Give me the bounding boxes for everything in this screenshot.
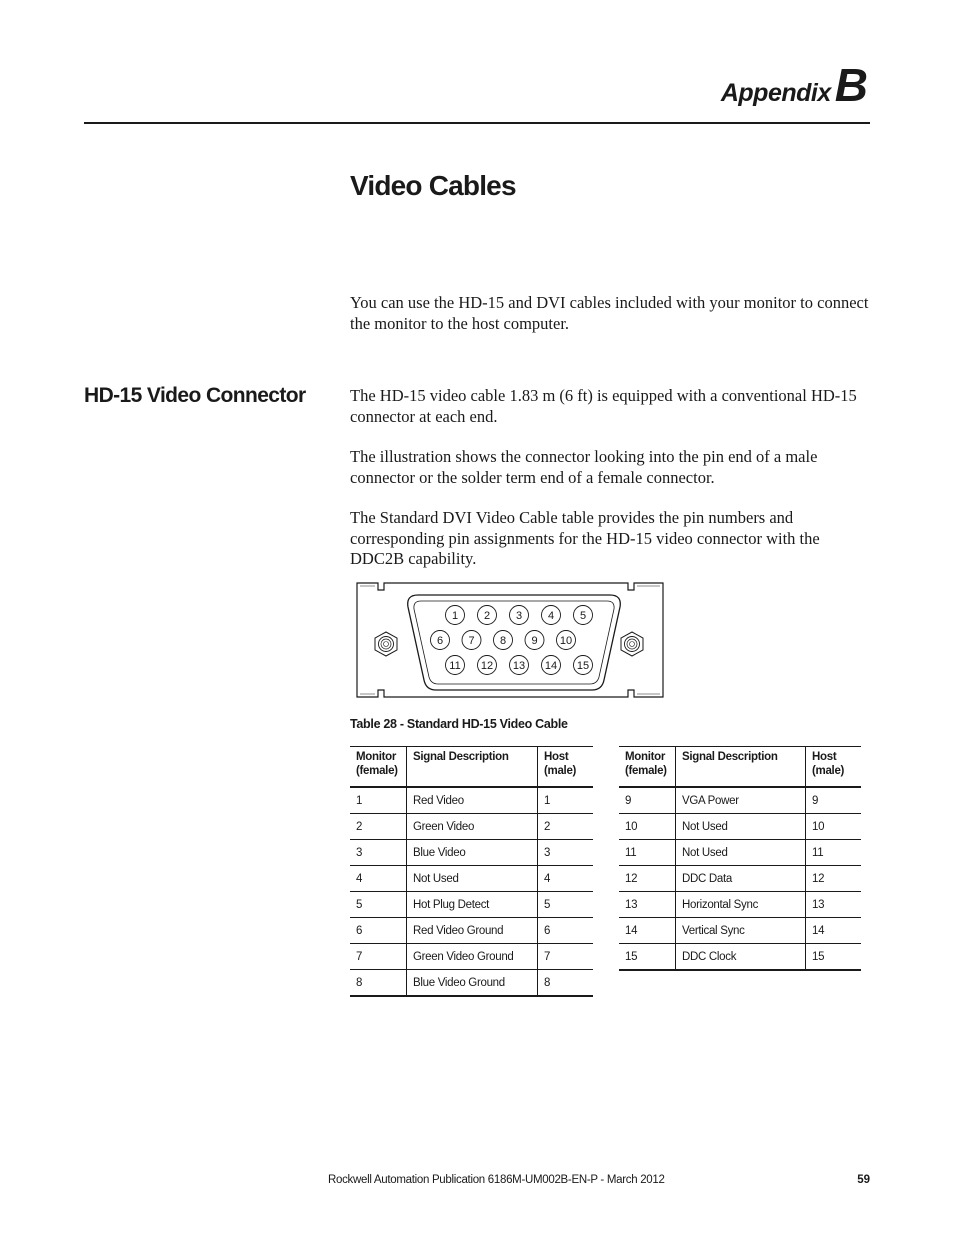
header-host: Host (male) <box>806 747 862 788</box>
connector-pin-label: 5 <box>579 610 587 622</box>
signal-description-cell: Not Used <box>407 866 538 892</box>
header-signal: Signal Description <box>407 747 538 788</box>
table-row <box>350 814 593 840</box>
monitor-pin-cell: 1 <box>350 787 407 814</box>
connector-pin-label: 12 <box>480 660 494 672</box>
signal-description-cell: Red Video Ground <box>407 918 538 944</box>
section-paragraph-3: The Standard DVI Video Cable table provides the pin numbers and corresponding pin assignments for the HD-15 video connector with the DDC2B capability. <box>350 508 820 568</box>
host-pin-cell: 14 <box>806 918 862 944</box>
header-monitor: Monitor (female) <box>619 747 676 788</box>
section-paragraph-2: The illustration shows the connector looking into the pin end of a male connector or the solder term end of a female connector. <box>350 447 818 487</box>
host-pin-cell: 3 <box>538 840 594 866</box>
host-pin-cell: 15 <box>806 944 862 971</box>
host-pin-cell: 11 <box>806 840 862 866</box>
connector-pin-label: 2 <box>483 610 491 622</box>
host-pin-cell: 7 <box>538 944 594 970</box>
table-row <box>619 866 861 892</box>
monitor-pin-cell: 8 <box>350 970 407 997</box>
header-monitor: Monitor (female) <box>350 747 407 788</box>
section-heading: HD-15 Video Connector <box>84 384 306 407</box>
table-row <box>350 787 593 814</box>
signal-description-cell: VGA Power <box>676 787 806 814</box>
signal-description-cell: Not Used <box>676 814 806 840</box>
monitor-pin-cell: 4 <box>350 866 407 892</box>
signal-description-cell: Blue Video Ground <box>407 970 538 997</box>
table-row <box>350 944 593 970</box>
header-signal: Signal Description <box>676 747 806 788</box>
signal-description-cell: Vertical Sync <box>676 918 806 944</box>
monitor-pin-cell: 14 <box>619 918 676 944</box>
connector-pin-label: 10 <box>559 635 573 647</box>
connector-pin-label: 1 <box>451 610 459 622</box>
monitor-pin-cell: 15 <box>619 944 676 971</box>
signal-description-cell: DDC Clock <box>676 944 806 971</box>
monitor-pin-cell: 9 <box>619 787 676 814</box>
page-number: 59 <box>857 1174 870 1186</box>
host-pin-cell: 5 <box>538 892 594 918</box>
table-row <box>619 918 861 944</box>
signal-description-cell: Red Video <box>407 787 538 814</box>
page-title: Video Cables <box>350 170 516 201</box>
connector-pin-label: 11 <box>449 660 461 672</box>
appendix-letter: B <box>834 59 868 111</box>
signal-description-cell: Green Video <box>407 814 538 840</box>
monitor-pin-cell: 3 <box>350 840 407 866</box>
pin-table-left <box>350 746 593 997</box>
table-row <box>619 892 861 918</box>
signal-description-cell: Horizontal Sync <box>676 892 806 918</box>
header-host: Host (male) <box>538 747 594 788</box>
header-rule <box>84 122 870 124</box>
signal-description-cell: DDC Data <box>676 866 806 892</box>
connector-pin-label: 8 <box>499 635 507 647</box>
monitor-pin-cell: 2 <box>350 814 407 840</box>
connector-pin-label: 13 <box>512 660 526 672</box>
monitor-pin-cell: 13 <box>619 892 676 918</box>
monitor-pin-cell: 12 <box>619 866 676 892</box>
host-pin-cell: 1 <box>538 787 594 814</box>
table-row <box>350 918 593 944</box>
table-row <box>350 866 593 892</box>
pin-table-right <box>619 746 861 971</box>
intro-paragraph: You can use the HD-15 and DVI cables included with your monitor to connect the monitor to the host computer. <box>350 293 869 333</box>
connector-pin-label: 4 <box>547 610 555 622</box>
monitor-pin-cell: 7 <box>350 944 407 970</box>
host-pin-cell: 9 <box>806 787 862 814</box>
signal-description-cell: Hot Plug Detect <box>407 892 538 918</box>
appendix-label <box>721 58 868 112</box>
host-pin-cell: 6 <box>538 918 594 944</box>
appendix-word: Appendix <box>720 79 831 107</box>
table-row <box>350 840 593 866</box>
table-row <box>619 787 861 814</box>
signal-description-cell: Blue Video <box>407 840 538 866</box>
host-pin-cell: 13 <box>806 892 862 918</box>
host-pin-cell: 4 <box>538 866 594 892</box>
host-pin-cell: 8 <box>538 970 594 997</box>
hd15-connector-illustration <box>354 580 666 700</box>
signal-description-cell: Not Used <box>676 840 806 866</box>
connector-pin-label: 3 <box>515 610 523 622</box>
monitor-pin-cell: 5 <box>350 892 407 918</box>
host-pin-cell: 10 <box>806 814 862 840</box>
table-row <box>619 944 861 971</box>
host-pin-cell: 12 <box>806 866 862 892</box>
monitor-pin-cell: 10 <box>619 814 676 840</box>
connector-pin-label: 7 <box>468 635 475 647</box>
table-caption: Table 28 - Standard HD-15 Video Cable <box>350 717 568 731</box>
connector-pin-label: 15 <box>576 660 590 672</box>
table-row <box>619 840 861 866</box>
connector-pin-label: 9 <box>531 635 538 647</box>
monitor-pin-cell: 11 <box>619 840 676 866</box>
connector-pin-label: 14 <box>544 660 558 672</box>
section-paragraph-1: The HD-15 video cable 1.83 m (6 ft) is equipped with a conventional HD-15 connector at each end. <box>350 386 857 426</box>
footer-publication: Rockwell Automation Publication 6186M-UM002B-EN-P - March 2012 <box>328 1174 665 1186</box>
table-row <box>350 970 593 997</box>
table-row <box>350 892 593 918</box>
host-pin-cell: 2 <box>538 814 594 840</box>
monitor-pin-cell: 6 <box>350 918 407 944</box>
connector-pin-label: 6 <box>436 635 444 647</box>
signal-description-cell: Green Video Ground <box>407 944 538 970</box>
table-row <box>619 814 861 840</box>
